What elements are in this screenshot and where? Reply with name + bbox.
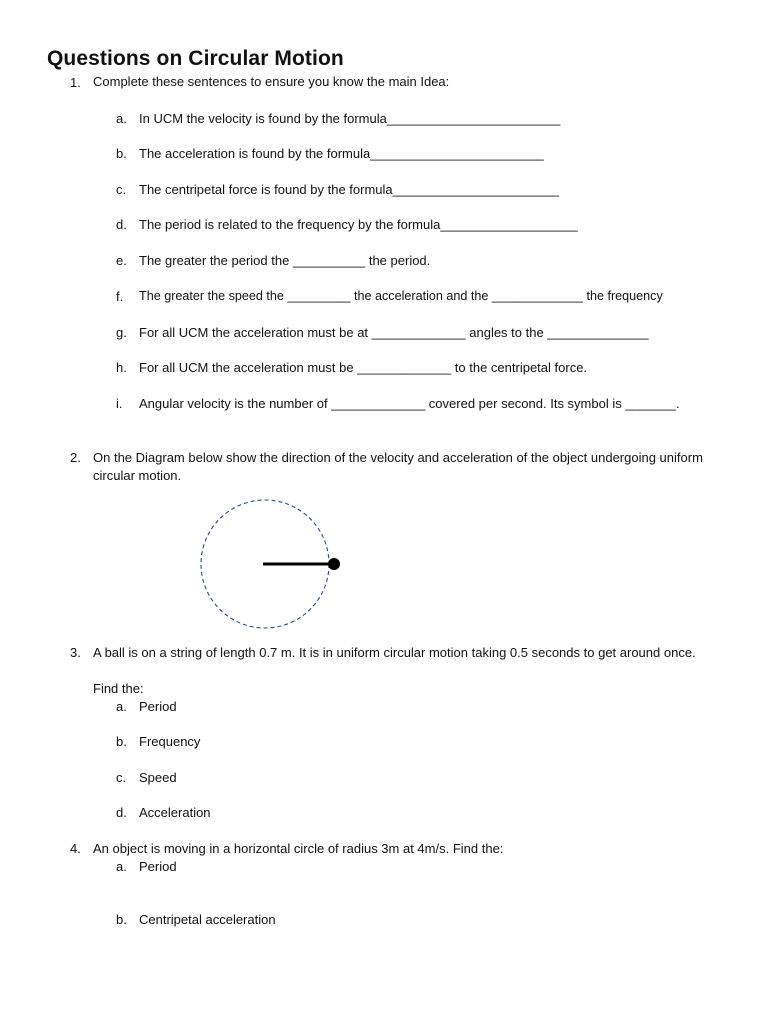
q4-part-b-letter: b. bbox=[116, 912, 127, 927]
q1-part-b-letter: b. bbox=[116, 146, 127, 161]
q1-part-f-text: The greater the speed the _________ the acceleration and the _____________ the frequency bbox=[139, 289, 663, 303]
question-4-number: 4. bbox=[70, 841, 81, 856]
q1-part-c-letter: c. bbox=[116, 182, 127, 197]
object-ball-dot bbox=[328, 558, 340, 570]
q3-part-a-letter: a. bbox=[116, 699, 127, 714]
q3-part-a-text: Period bbox=[139, 699, 177, 714]
q1-part-e-text: The greater the period the __________ the period. bbox=[139, 253, 431, 268]
q3-part-d-letter: d. bbox=[116, 805, 127, 820]
q1-part-b-text: The acceleration is found by the formula________________________ bbox=[139, 146, 544, 161]
q1-part-c-text: The centripetal force is found by the formula_______________________ bbox=[139, 182, 559, 197]
q3-part-b-letter: b. bbox=[116, 734, 127, 749]
q3-part-c-letter: c. bbox=[116, 770, 127, 785]
question-4-text: An object is moving in a horizontal circle of radius 3m at 4m/s. Find the: bbox=[93, 841, 504, 856]
question-2-number: 2. bbox=[70, 450, 81, 465]
question-2-text: On the Diagram below show the direction of the velocity and acceleration of the object undergoing uniform circular motion. bbox=[93, 450, 703, 483]
q1-part-i-text: Angular velocity is the number of _____________ covered per second. Its symbol is _______. bbox=[139, 396, 680, 411]
q3-part-d-text: Acceleration bbox=[139, 805, 211, 820]
q3-part-b-text: Frequency bbox=[139, 734, 201, 749]
q1-part-g-letter: g. bbox=[116, 325, 127, 340]
question-3-text: A ball is on a string of length 0.7 m. It is in uniform circular motion taking 0.5 seconds to get around once. bbox=[93, 645, 696, 660]
q1-part-a-letter: a. bbox=[116, 111, 127, 126]
question-1-text: Complete these sentences to ensure you know the main Idea: bbox=[93, 74, 450, 89]
q1-part-d-text: The period is related to the frequency by the formula___________________ bbox=[139, 217, 578, 232]
question-1-number: 1. bbox=[70, 75, 81, 90]
q4-part-b-text: Centripetal acceleration bbox=[139, 912, 276, 927]
q1-part-g-text: For all UCM the acceleration must be at _____________ angles to the ______________ bbox=[139, 325, 649, 340]
q4-part-a-text: Period bbox=[139, 859, 177, 874]
q1-part-a-text: In UCM the velocity is found by the formula________________________ bbox=[139, 111, 561, 126]
page-title: Questions on Circular Motion bbox=[47, 47, 344, 70]
q1-part-f-letter: f. bbox=[116, 289, 124, 304]
q1-part-h-letter: h. bbox=[116, 360, 127, 375]
question-3-subheading: Find the: bbox=[93, 681, 144, 696]
q1-part-i-letter: i. bbox=[116, 396, 123, 411]
q1-part-d-letter: d. bbox=[116, 217, 127, 232]
q3-part-c-text: Speed bbox=[139, 770, 177, 785]
q1-part-h-text: For all UCM the acceleration must be _____________ to the centripetal force. bbox=[139, 360, 588, 375]
circular-motion-diagram bbox=[190, 497, 355, 632]
q1-part-e-letter: e. bbox=[116, 253, 127, 268]
question-3-number: 3. bbox=[70, 645, 81, 660]
q4-part-a-letter: a. bbox=[116, 859, 127, 874]
